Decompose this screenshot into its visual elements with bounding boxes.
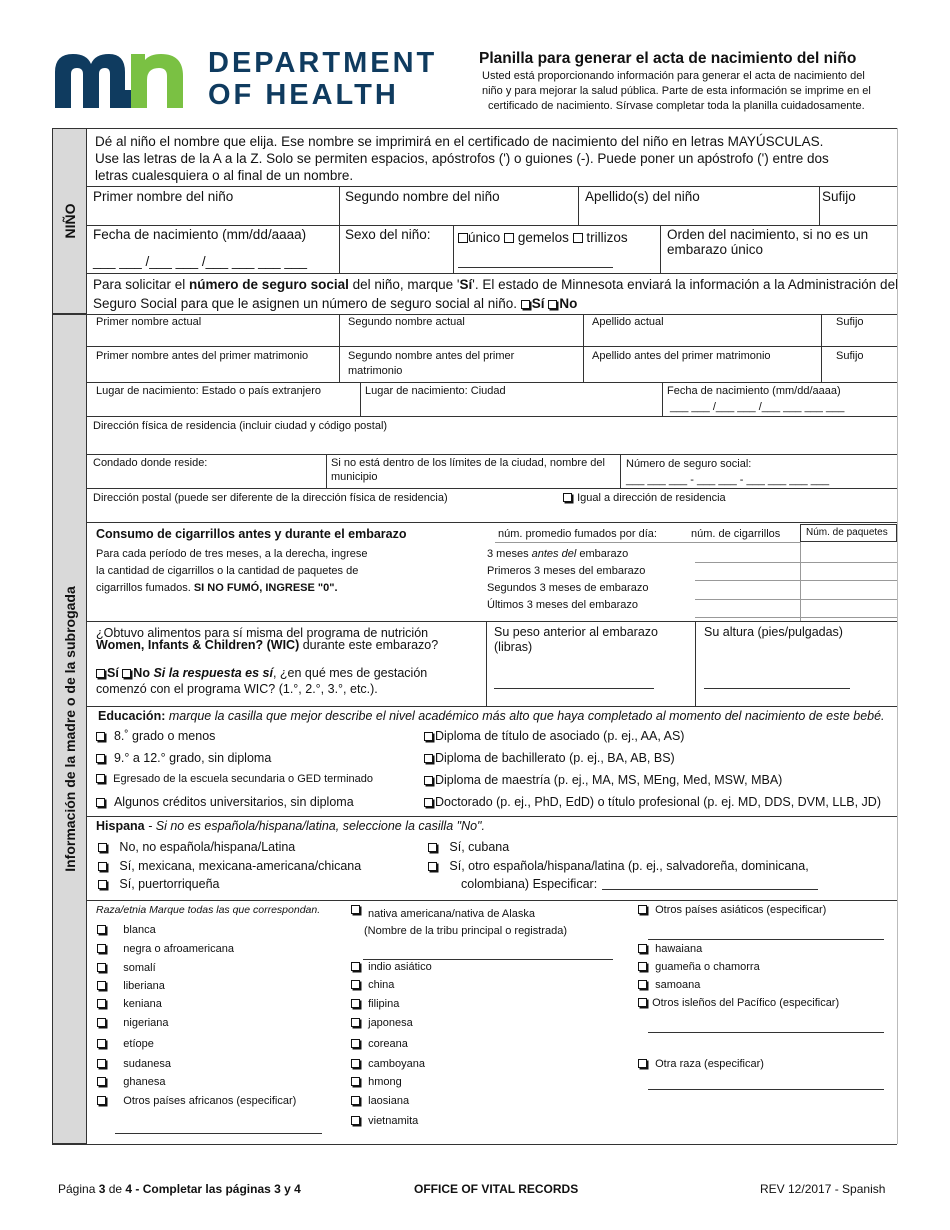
race-native-label: nativa americana/nativa de Alaska: [368, 908, 535, 920]
same-as-residence-option: [563, 492, 726, 504]
education-level-option: [96, 773, 373, 785]
race-native-checkbox[interactable]: [351, 905, 360, 914]
period-before-c: embarazo: [576, 548, 629, 560]
race-african-label: ghanesa: [123, 1076, 166, 1088]
ssn-request-text-1: [93, 277, 898, 292]
child-side-text: NIÑO: [61, 203, 78, 239]
twins-checkbox[interactable]: [504, 233, 514, 243]
smoking-description-2: la cantidad de cigarrillos o la cantidad de paquetes de: [96, 565, 359, 577]
race-other-asian-option: [638, 904, 826, 916]
wic-question-1: ¿Obtuvo alimentos para sí misma del programa de nutrición: [96, 626, 429, 640]
mother-birthplace-state-field[interactable]: Lugar de nacimiento: Estado o país extranjero: [96, 385, 322, 397]
cigarettes-column-header: núm. de cigarrillos: [691, 528, 781, 540]
footer-page-b: de: [105, 1182, 126, 1196]
race-african-option: [97, 1038, 154, 1050]
wic-question-2: [96, 638, 438, 652]
race-asian-label: hmong: [368, 1076, 402, 1088]
form-title: Planilla para generar el acta de nacimiento del niño: [479, 50, 857, 67]
mother-dob-label: Fecha de nacimiento (mm/dd/aaaa): [667, 385, 841, 397]
race-african-option: [97, 1095, 296, 1107]
race-african-checkbox[interactable]: [97, 1059, 106, 1068]
hispanic-option: [98, 877, 219, 891]
race-african-checkbox[interactable]: [97, 944, 106, 953]
hispanic-label: Sí, mexicana, mexicana-americana/chicana: [119, 859, 362, 873]
mn-logo-icon: [55, 50, 190, 108]
form-description-1: Usted está proporcionando información para generar el acta de nacimiento del: [482, 70, 865, 82]
smoking-input-last[interactable]: [695, 617, 897, 618]
smoking-avg-label: núm. promedio fumados por día:: [498, 528, 657, 540]
mother-township-field-2: municipio: [331, 471, 378, 483]
education-level-label: Egresado de la escuela secundaria o GED terminado: [113, 773, 373, 785]
education-level-option: [96, 751, 271, 765]
hispanic-checkbox[interactable]: [98, 862, 107, 871]
child-dob-label: Fecha de nacimiento (mm/dd/aaaa): [93, 227, 307, 242]
mother-current-last-field[interactable]: Apellido actual: [592, 316, 664, 328]
mother-prior-middle-field-1[interactable]: Segundo nombre antes del primer: [348, 350, 515, 362]
education-degree-checkbox[interactable]: [424, 754, 433, 763]
wic-no-checkbox[interactable]: [122, 669, 131, 678]
race-pacific-checkbox[interactable]: [638, 980, 647, 989]
race-african-option: [97, 1017, 169, 1029]
mother-current-suffix-field[interactable]: Sufijo: [836, 316, 864, 328]
other-asian-input[interactable]: [648, 939, 884, 940]
mother-prior-suffix-field[interactable]: Sufijo: [836, 350, 864, 362]
race-asian-checkbox[interactable]: [351, 1039, 360, 1048]
education-subtitle: marque la casilla que mejor describe el nivel académico más alto que haya completado al momento del nacimiento de este bebé.: [165, 709, 885, 723]
child-first-name-field[interactable]: Primer nombre del niño: [93, 189, 234, 204]
education-level-checkbox[interactable]: [96, 754, 105, 763]
smoking-period-first: Primeros 3 meses del embarazo: [487, 565, 646, 577]
hispanic-other-option: [428, 859, 809, 873]
mother-ssn-input[interactable]: ___ ___ ___ - ___ ___ - ___ ___ ___ ___: [626, 474, 830, 486]
ssn-text-e: '. El estado de Minnesota enviará la información a la Administración del: [472, 277, 899, 292]
ssn-yes-checkbox[interactable]: [521, 300, 530, 309]
race-other-pacific-label: Otros isleños del Pacífico (especificar): [652, 997, 840, 1009]
hispanic-cuban-label: Sí, cubana: [449, 840, 510, 854]
hispanic-cuban-option: [428, 840, 509, 854]
race-other-pacific-option: [638, 997, 839, 1009]
race-pacific-label: guameña o chamorra: [655, 961, 760, 973]
race-asian-checkbox[interactable]: [351, 1059, 360, 1068]
education-level-label: 8.˚ grado o menos: [113, 729, 216, 743]
race-pacific-option: [638, 943, 702, 955]
height-label: Su altura (pies/pulgadas): [704, 625, 843, 639]
hispanic-other-checkbox[interactable]: [428, 862, 437, 871]
race-asian-checkbox[interactable]: [351, 999, 360, 1008]
education-level-label: Algunos créditos universitarios, sin diploma: [113, 795, 354, 809]
footer-page-c: - Completar las páginas 3 y 4: [132, 1182, 301, 1196]
child-instruction-2: Use las letras de la A a la Z. Solo se permiten espacios, apóstrofos (') o guiones (-). Puede poner un apóstrofo (') entre dos: [95, 151, 829, 166]
education-level-checkbox[interactable]: [96, 732, 105, 741]
race-pacific-checkbox[interactable]: [638, 944, 647, 953]
mother-side-text: Información de la madre o de la subrogada: [61, 586, 78, 872]
education-level-option: [96, 729, 215, 743]
race-pacific-label: samoana: [655, 979, 701, 991]
smoking-desc-4-text: SI NO FUMÓ, INGRESE "0".: [193, 582, 338, 594]
single-label: único: [468, 230, 501, 245]
race-asian-option: [351, 998, 399, 1010]
child-last-name-field[interactable]: Apellido(s) del niño: [585, 189, 700, 204]
mother-mailing-field[interactable]: Dirección postal (puede ser diferente de la dirección física de residencia): [93, 492, 448, 504]
ssn-yes-label: Sí: [531, 296, 545, 311]
race-african-label: sudanesa: [123, 1058, 171, 1070]
wic-question-3: durante este embarazo?: [299, 638, 439, 652]
race-other-asian-label: Otros países asiáticos (especificar): [655, 904, 827, 916]
race-african-option: [97, 1058, 171, 1070]
hispanic-option: [98, 859, 361, 873]
hispanic-title: Hispana: [96, 819, 145, 833]
other-race-input[interactable]: [648, 1089, 884, 1090]
education-degree-checkbox[interactable]: [424, 732, 433, 741]
child-middle-name-field[interactable]: Segundo nombre del niño: [345, 189, 500, 204]
single-checkbox[interactable]: [458, 233, 468, 243]
race-asian-option: [351, 961, 432, 973]
race-native-option: [351, 904, 362, 916]
same-as-residence-label: Igual a dirección de residencia: [577, 492, 726, 504]
footer-revision: REV 12/2017 - Spanish: [760, 1182, 886, 1196]
education-header: [98, 709, 885, 723]
hispanic-cuban-checkbox[interactable]: [428, 843, 437, 852]
birth-order-label-1: Orden del nacimiento, si no es un: [667, 227, 869, 242]
form-description-2: niño y para mejorar la salud pública. Parte de esta información se imprime en el: [482, 85, 871, 97]
packs-column-header: Núm. de paquetes: [806, 527, 888, 538]
wic-follow-2: comenzó con el programa WIC? (1.°, 2.°, 3.°, etc.).: [96, 682, 378, 696]
child-sex-label: Sexo del niño:: [345, 227, 431, 242]
race-asian-label: coreana: [368, 1038, 408, 1050]
smoking-input-second[interactable]: [695, 599, 897, 600]
education-degree-option: [424, 773, 782, 787]
race-african-label: nigeriana: [123, 1017, 169, 1029]
education-degree-label: Diploma de título de asociado (p. ej., AA, AS): [435, 729, 685, 743]
hispanic-label: Sí, puertorriqueña: [119, 877, 220, 891]
height-input[interactable]: [704, 688, 850, 689]
race-asian-checkbox[interactable]: [351, 1096, 360, 1105]
race-asian-checkbox[interactable]: [351, 962, 360, 971]
footer-page-total: 4: [125, 1182, 133, 1196]
hispanic-checkbox[interactable]: [98, 843, 107, 852]
prepregnancy-weight-label-1: Su peso anterior al embarazo: [494, 625, 658, 639]
hispanic-label: No, no española/hispana/Latina: [119, 840, 296, 854]
race-african-checkbox[interactable]: [97, 1018, 106, 1027]
wic-no-label: No: [133, 666, 150, 680]
footer-page-number: [58, 1182, 301, 1196]
wic-answer-row: [96, 666, 427, 680]
child-instruction-1: Dé al niño el nombre que elija. Ese nombre se imprimirá en el certificado de nacimiento del niño en letras MAYÚSCULAS.: [95, 134, 824, 149]
plurality-options: [458, 230, 628, 245]
education-degree-option: [424, 795, 881, 809]
race-asian-label: indio asiático: [368, 961, 432, 973]
race-african-checkbox[interactable]: [97, 1077, 106, 1086]
race-other-option: [638, 1058, 764, 1070]
race-asian-option: [351, 1095, 409, 1107]
child-suffix-field[interactable]: Sufijo: [822, 189, 856, 204]
race-african-checkbox[interactable]: [97, 981, 106, 990]
mother-prior-first-field[interactable]: Primer nombre antes del primer matrimonio: [96, 350, 309, 362]
hispanic-other-label: Sí, otro española/hispana/latina (p. ej., salvadoreña, dominicana,: [449, 859, 809, 873]
twins-label: gemelos: [517, 230, 569, 245]
race-african-option: [97, 924, 156, 936]
wic-yes-label: Sí: [107, 666, 119, 680]
race-african-label: keniana: [123, 998, 162, 1010]
triplets-checkbox[interactable]: [573, 233, 583, 243]
race-asian-option: [351, 1038, 408, 1050]
smoking-title: Consumo de cigarrillos antes y durante el embarazo: [96, 527, 407, 541]
race-pacific-label: hawaiana: [655, 943, 703, 955]
education-level-checkbox[interactable]: [96, 774, 105, 783]
child-section-label: [52, 128, 87, 314]
ssn-text-c: del niño, marque ': [348, 277, 460, 292]
mother-county-field[interactable]: Condado donde reside:: [93, 457, 208, 469]
education-level-option: [96, 795, 354, 809]
education-degree-checkbox[interactable]: [424, 776, 433, 785]
form-description-3: certificado de nacimiento. Sírvase completar toda la planilla cuidadosamente.: [488, 100, 865, 112]
smoking-description-3: [96, 582, 338, 594]
race-african-option: [97, 980, 165, 992]
smoking-period-second: Segundos 3 meses de embarazo: [487, 582, 649, 594]
mother-birthplace-city-field[interactable]: Lugar de nacimiento: Ciudad: [365, 385, 506, 397]
prepregnancy-weight-input[interactable]: [494, 688, 654, 689]
race-african-option: [97, 1076, 166, 1088]
mother-dob-input[interactable]: ___ ___ /___ ___ /___ ___ ___ ___: [670, 401, 845, 413]
education-degree-option: [424, 729, 684, 743]
ssn-no-label: No: [559, 296, 578, 311]
race-african-label: blanca: [123, 924, 156, 936]
mother-prior-last-field[interactable]: Apellido antes del primer matrimonio: [592, 350, 771, 362]
period-before-a: 3 meses: [487, 548, 532, 560]
smoking-description-1: Para cada período de tres meses, a la derecha, ingrese: [96, 548, 368, 560]
education-level-label: 9.° a 12.° grado, sin diploma: [113, 751, 272, 765]
mother-township-field-1[interactable]: Si no está dentro de los límites de la ciudad, nombre del: [331, 457, 605, 469]
birth-order-label-2: embarazo único: [667, 242, 764, 257]
education-degree-label: Doctorado (p. ej., PhD, EdD) o título profesional (p. ej. MD, DDS, DVM, LLB, JD): [435, 795, 881, 809]
race-african-checkbox[interactable]: [97, 1039, 106, 1048]
wic-program-name: Women, Infants & Children? (WIC): [96, 638, 300, 652]
education-degree-label: Diploma de maestría (p. ej., MA, MS, MEng, Med, MSW, MBA): [435, 773, 783, 787]
race-other-label: Otra raza (especificar): [655, 1058, 764, 1070]
mother-residence-field[interactable]: Dirección física de residencia (incluir ciudad y código postal): [93, 420, 388, 432]
footer-page-num: 3: [98, 1182, 106, 1196]
education-title: Educación:: [98, 709, 166, 723]
race-other-asian-checkbox[interactable]: [638, 905, 647, 914]
race-pacific-checkbox[interactable]: [638, 962, 647, 971]
smoking-desc-3-text: cigarrillos fumados.: [96, 582, 194, 594]
race-asian-option: [351, 979, 394, 991]
footer-page-a: Página: [58, 1182, 99, 1196]
race-asian-label: japonesa: [368, 1017, 413, 1029]
hispanic-specify-input[interactable]: [602, 889, 818, 890]
prepregnancy-weight-label-2: (libras): [494, 640, 533, 654]
smoking-input-first[interactable]: [695, 580, 897, 581]
wic-follow-1: , ¿en qué mes de gestación: [272, 666, 428, 680]
hispanic-header: [96, 819, 485, 833]
race-other-checkbox[interactable]: [638, 1059, 647, 1068]
tribe-input[interactable]: [363, 959, 613, 960]
race-asian-checkbox[interactable]: [351, 1018, 360, 1027]
education-degree-option: [424, 751, 675, 765]
race-african-checkbox[interactable]: [97, 999, 106, 1008]
footer-office: OFFICE OF VITAL RECORDS: [414, 1182, 579, 1196]
wic-if-yes: Si la respuesta es sí: [153, 666, 273, 680]
hispanic-subtitle: - Si no es española/hispana/latina, seleccione la casilla "No".: [144, 819, 485, 833]
logo-department-text: DEPARTMENT: [208, 47, 438, 79]
race-african-label: somalí: [123, 962, 156, 974]
hispanic-checkbox[interactable]: [98, 880, 107, 889]
race-asian-label: china: [368, 979, 395, 991]
race-african-option: [97, 998, 162, 1010]
mother-section-label: [52, 314, 87, 1144]
race-asian-label: vietnamita: [368, 1115, 419, 1127]
race-tribe-label: (Nombre de la tribu principal o registrada): [364, 925, 567, 937]
education-degree-checkbox[interactable]: [424, 798, 433, 807]
same-as-residence-checkbox[interactable]: [563, 493, 572, 502]
mother-current-first-field[interactable]: Primer nombre actual: [96, 316, 202, 328]
ssn-no-checkbox[interactable]: [548, 300, 557, 309]
child-instruction-3: letras cualesquiera o al final de un nombre.: [95, 168, 354, 183]
race-asian-checkbox[interactable]: [351, 1077, 360, 1086]
race-asian-label: filipina: [368, 998, 400, 1010]
race-pacific-option: [638, 961, 760, 973]
mother-ssn-label: Número de seguro social:: [626, 458, 752, 470]
education-degree-label: Diploma de bachillerato (p. ej., BA, AB, BS): [435, 751, 675, 765]
triplets-label: trillizos: [586, 230, 628, 245]
logo: [55, 50, 190, 108]
race-african-label: Otros países africanos (especificar): [123, 1095, 297, 1107]
ssn-request-text-2: [93, 296, 577, 311]
race-title: Raza/etnia Marque todas las que correspondan.: [96, 904, 321, 916]
ssn-text-a: Para solicitar el: [93, 277, 190, 292]
race-asian-checkbox[interactable]: [351, 1116, 360, 1125]
race-asian-option: [351, 1017, 413, 1029]
race-asian-checkbox[interactable]: [351, 980, 360, 989]
plurality-input-line[interactable]: [458, 267, 613, 268]
race-african-label: negra o afroamericana: [123, 943, 234, 955]
logo-health-text: OF HEALTH: [208, 79, 399, 111]
ssn-text-b: número de seguro social: [189, 277, 349, 292]
race-african-option: [97, 943, 234, 955]
smoking-period-before: [487, 548, 628, 560]
hispanic-other-specify: colombiana) Especificar:: [461, 877, 598, 891]
race-african-label: liberiana: [123, 980, 165, 992]
race-african-checkbox[interactable]: [97, 963, 106, 972]
ssn-text-f: Seguro Social para que le asignen un número de seguro social al niño.: [93, 296, 518, 311]
smoking-input-before[interactable]: [695, 562, 897, 563]
education-level-checkbox[interactable]: [96, 798, 105, 807]
other-pacific-input[interactable]: [648, 1032, 884, 1033]
race-african-checkbox[interactable]: [97, 1096, 106, 1105]
wic-yes-checkbox[interactable]: [96, 669, 105, 678]
other-african-input[interactable]: [115, 1133, 322, 1134]
mother-prior-middle-field-2: matrimonio: [348, 365, 403, 377]
race-asian-option: [351, 1115, 418, 1127]
race-asian-label: laosiana: [368, 1095, 410, 1107]
race-african-checkbox[interactable]: [97, 925, 106, 934]
ssn-text-d: Sí: [459, 277, 473, 292]
race-african-option: [97, 962, 156, 974]
mother-current-middle-field[interactable]: Segundo nombre actual: [348, 316, 465, 328]
period-before-b: antes del: [531, 548, 577, 560]
hispanic-option: [98, 840, 295, 854]
child-dob-input[interactable]: ___ ___ /___ ___ /___ ___ ___ ___: [93, 254, 307, 269]
race-asian-label: camboyana: [368, 1058, 425, 1070]
race-other-pacific-checkbox[interactable]: [638, 998, 647, 1007]
race-asian-option: [351, 1058, 425, 1070]
smoking-period-last: Últimos 3 meses del embarazo: [487, 599, 639, 611]
race-pacific-option: [638, 979, 700, 991]
race-african-label: etíope: [123, 1038, 154, 1050]
race-asian-option: [351, 1076, 402, 1088]
